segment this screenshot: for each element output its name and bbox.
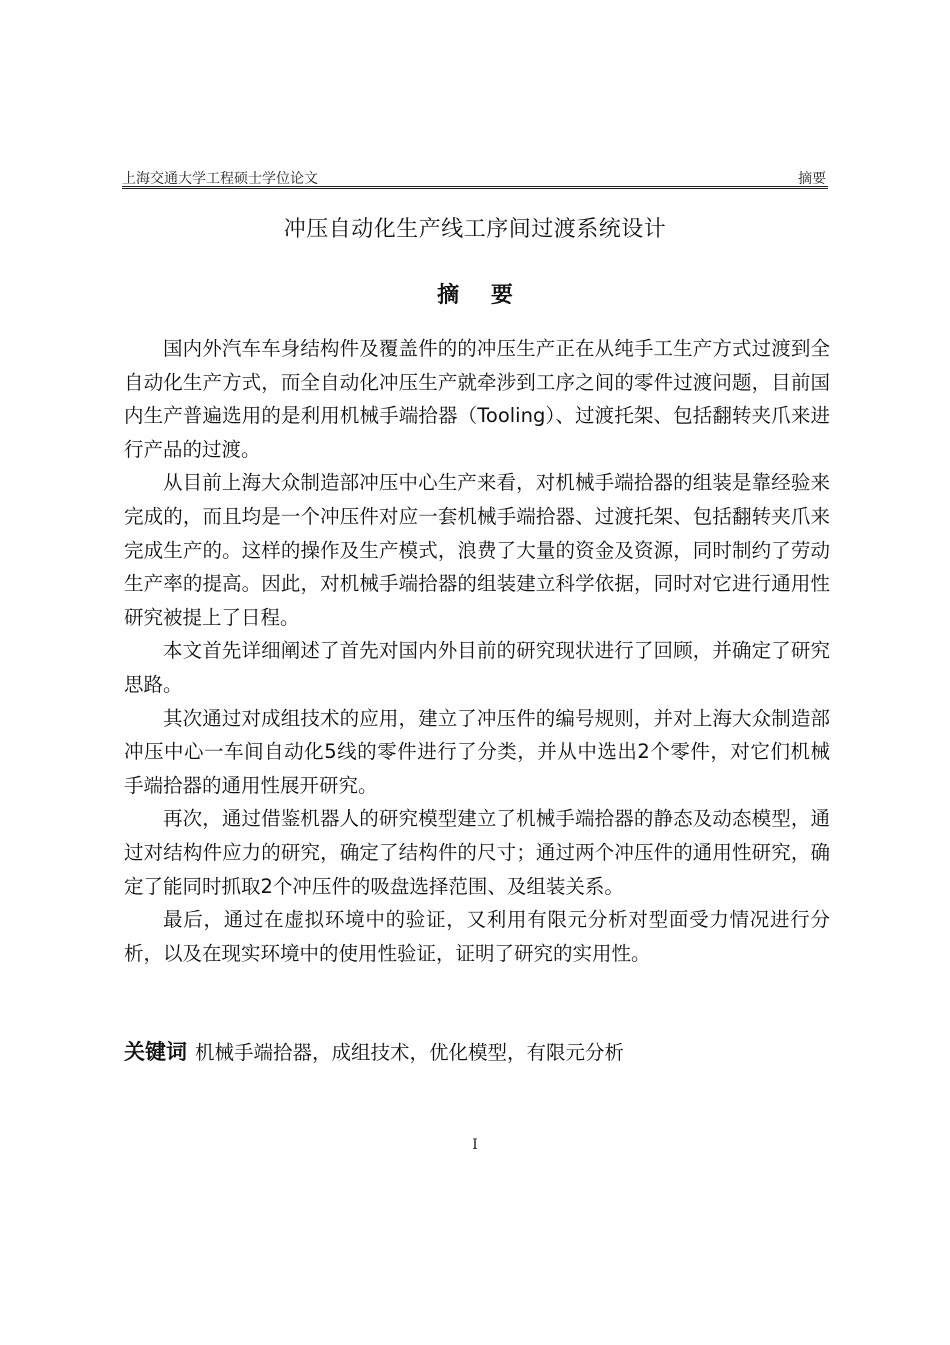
header-section-label: 摘要 (798, 171, 826, 187)
header-rule (122, 186, 828, 189)
abstract-paragraph: 再次，通过借鉴机器人的研究模型建立了机械手端拾器的静态及动态模型，通过对结构件应力的研究，确定了结构件的尺寸；通过两个冲压件的通用性研究，确定了能同时抓取2个冲压件的吸盘选择范围、及组装关系。 (124, 807, 830, 898)
abstract-paragraph: 其次通过对成组技术的应用，建立了冲压件的编号规则，并对上海大众制造部冲压中心一车间自动化5线的零件进行了分类，并从中选出2个零件，对它们机械手端拾器的通用性展开研究。 (124, 706, 830, 797)
keywords-label: 关键词 (124, 1040, 187, 1064)
abstract-paragraph: 国内外汽车车身结构件及覆盖件的的冲压生产正在从纯手工生产方式过渡到全自动化生产方式，而全自动化冲压生产就牵涉到工序之间的零件过渡问题，目前国内生产普遍选用的是利用机械手端拾器（Tooling）、过渡托架、包括翻转夹爪来进行产品的过渡。 (124, 337, 830, 461)
keywords-text: 机械手端拾器，成组技术，优化模型，有限元分析 (195, 1041, 625, 1064)
thesis-title: 冲压自动化生产线工序间过渡系统设计 (283, 217, 667, 242)
abstract-paragraph: 本文首先详细阐述了首先对国内外目前的研究现状进行了回顾，并确定了研究思路。 (124, 639, 830, 696)
abstract-paragraph: 从目前上海大众制造部冲压中心生产来看，对机械手端拾器的组装是靠经验来完成的，而且均是一个冲压件对应一套机械手端拾器、过渡托架、包括翻转夹爪来完成生产的。这样的操作及生产模式，浪费了大量的资金及资源，同时制约了劳动生产率的提高。因此，对机械手端拾器的组装建立科学依据，同时对它进行通用性研究被提上了日程。 (124, 471, 830, 629)
running-header (122, 168, 828, 188)
abstract-body (124, 332, 830, 970)
abstract-heading: 摘 要 (437, 283, 525, 308)
header-thesis-label: 上海交通大学工程硕士学位论文 (122, 171, 318, 187)
keywords-line (124, 1036, 830, 1066)
abstract-paragraph: 最后，通过在虚拟环境中的验证，又利用有限元分析对型面受力情况进行分析，以及在现实环境中的使用性验证，证明了研究的实用性。 (124, 908, 830, 965)
page-number: I (472, 1137, 478, 1153)
